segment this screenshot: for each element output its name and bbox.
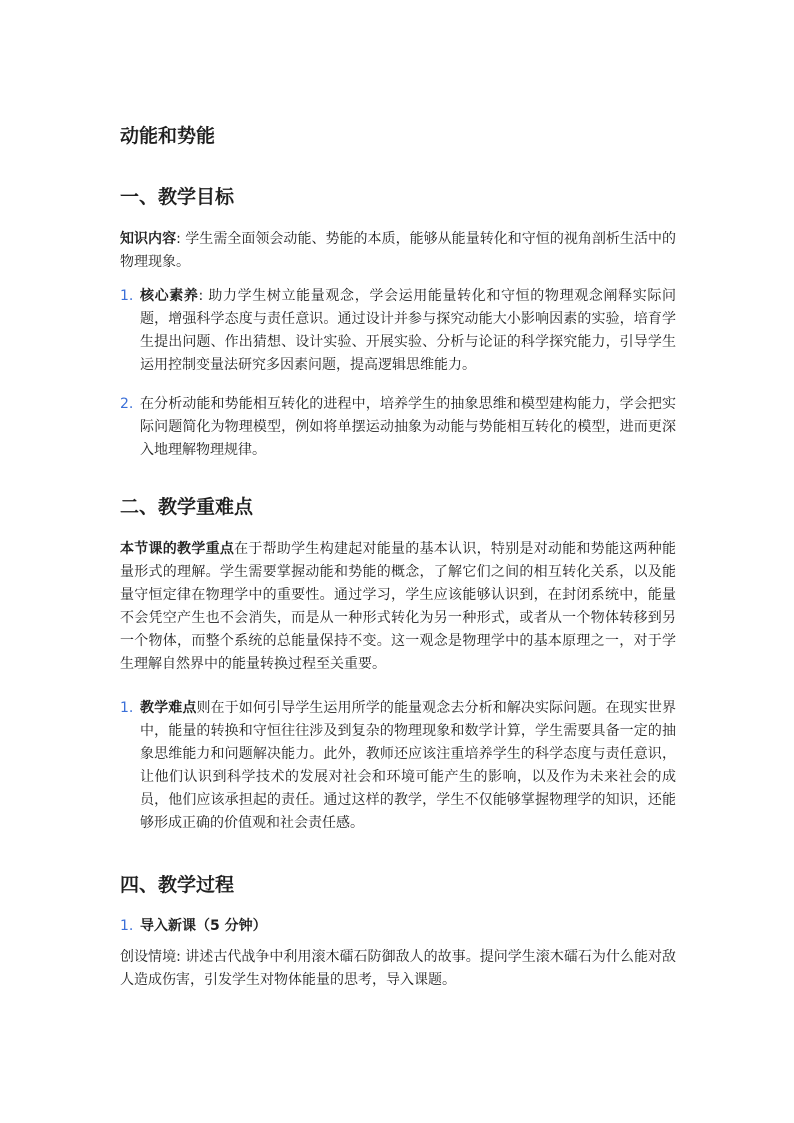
list-item — [120, 697, 676, 835]
focus-paragraph — [120, 538, 676, 676]
focus-label: 本节课的教学重点 — [120, 541, 235, 557]
knowledge-text: : 学生需全面领会动能、势能的本质，能够从能量转化和守恒的视角剖析生活中的物理现象。 — [120, 231, 677, 270]
focus-text: 在于帮助学生构建起对能量的基本认识，特别是对动能和势能这两种能量形式的理解。学生需要掌握动能和势能的概念，了解它们之间的相互转化关系，以及能量守恒定律在物理学中的重要性。通过学习，学生应该能够认识到，在封闭系统中，能量不会凭空产生也不会消失，而是从一种形式转化为另一种形式，或者从一个物体转移到另一个物体，而整个系统的总能量保持不变。这一观念是物理学中的基本原理之一，对于学生理解自然界中的能量转换过程至关重要。 — [120, 541, 677, 672]
knowledge-label: 知识内容 — [120, 231, 177, 247]
list-item-text: 则在于如何引导学生运用所学的能量观念去分析和解决实际问题。在现实世界中，能量的转换和守恒往往涉及到复杂的物理现象和数学计算，学生需要具备一定的抽象思维能力和问题解决能力。此外，教师还应该注重培养学生的科学态度与责任意识，让他们认识到科学技术的发展对社会和环境可能产生的影响，以及作为未来社会的成员，他们应该承担起的责任。通过这样的教学，学生不仅能够掌握物理学的知识，还能够形成正确的价值观和社会责任感。 — [140, 700, 677, 831]
knowledge-paragraph — [120, 228, 676, 274]
list-item-label: 教学难点 — [140, 700, 197, 716]
list-item-text: 在分析动能和势能相互转化的进程中，培养学生的抽象思维和模型建构能力，学会把实际问题简化为物理模型，例如将单摆运动抽象为动能与势能相互转化的模型，进而更深入地理解物理规律。 — [140, 396, 676, 458]
list-number: 1. — [120, 288, 134, 304]
document-title: 动能和势能 — [120, 125, 216, 147]
list-item — [120, 915, 676, 938]
list-number: 2. — [120, 396, 134, 412]
section-heading-process: 四、教学过程 — [120, 874, 235, 896]
list-item — [120, 285, 676, 377]
list-number: 1. — [120, 700, 134, 716]
list-item — [120, 393, 676, 462]
intro-paragraph: 创设情境: 讲述古代战争中利用滚木礌石防御敌人的故事。提问学生滚木礌石为什么能对敌人造成伤害，引发学生对物体能量的思考，导入课题。 — [120, 949, 676, 988]
section-heading-goals: 一、教学目标 — [120, 186, 235, 208]
section-heading-key-points: 二、教学重难点 — [120, 496, 254, 518]
list-item-label: 核心素养 — [140, 288, 199, 304]
list-item-label: 导入新课（5 分钟） — [140, 918, 267, 934]
list-item-text: : 助力学生树立能量观念，学会运用能量转化和守恒的物理观念阐释实际问题，增强科学态度与责任意识。通过设计并参与探究动能大小影响因素的实验，培育学生提出问题、作出猜想、设计实验、开展实验、分析与论证的科学探究能力，引导学生运用控制变量法研究多因素问题，提高逻辑思维能力。 — [140, 288, 677, 373]
list-number: 1. — [120, 918, 134, 934]
